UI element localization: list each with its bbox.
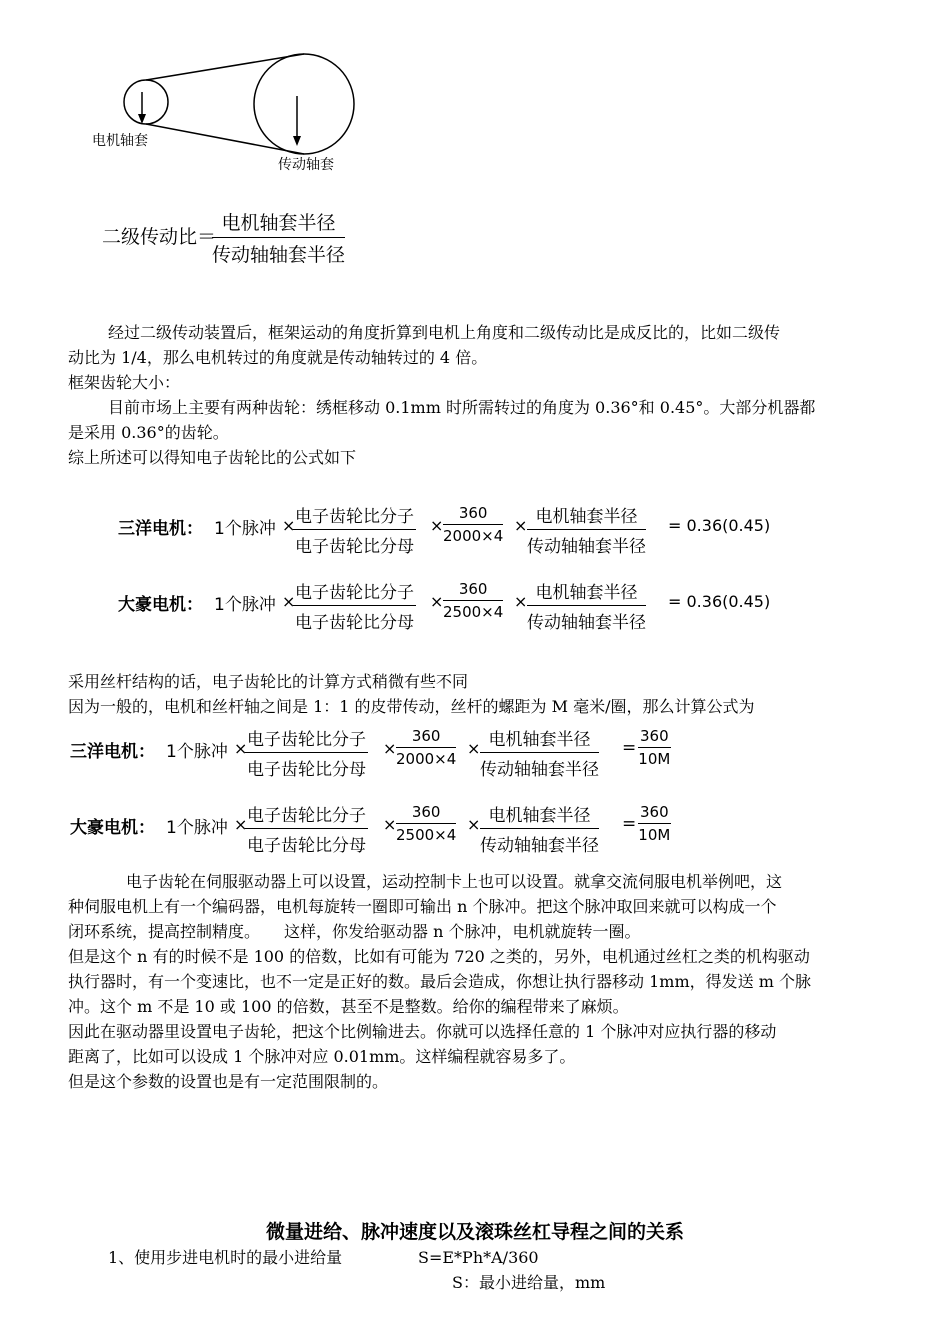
fraction-360 (396, 727, 456, 768)
times-sign: × (234, 815, 248, 834)
times-sign: × (467, 739, 481, 758)
fraction-360 (443, 580, 503, 621)
explanation-line-1: 电子齿轮在伺服驱动器上可以设置，运动控制卡上也可以设置。就拿交流伺服电机举例吧，这 (126, 872, 783, 891)
fraction-denominator: 2000×4 (443, 527, 504, 545)
result-fraction (638, 727, 671, 768)
result-numerator: 360 (638, 803, 671, 824)
explanation-line-9: 但是这个参数的设置也是有一定范围限制的。 (68, 1072, 389, 1091)
gear-ratio-numerator: 电子齿轮比分子 (245, 801, 368, 829)
gear-ratio-fraction (293, 578, 416, 633)
equals-sign: = (622, 814, 637, 834)
explanation-line-5: 执行器时，有一个变速比，也不一定是正好的数。最后会造成，你想让执行器移动 1mm，得发送 m 个脉 (68, 972, 811, 991)
result-numerator: 360 (638, 727, 671, 748)
sleeve-numerator: 电机轴套半径 (527, 578, 646, 606)
times-sign: × (383, 739, 397, 758)
explanation-line-6: 冲。这个 m 不是 10 或 100 的倍数，甚至不是整数。给你的编程带来了麻烦。 (68, 997, 629, 1016)
drive-sleeve-label: 传动轴套 (278, 157, 334, 173)
gear-ratio-fraction (293, 502, 416, 557)
paragraph-1-line-1: 经过二级传动装置后，框架运动的角度折算到电机上角度和二级传动比是成反比的，比如二级传 (108, 323, 781, 342)
result-value: = 0.36(0.45) (668, 592, 771, 611)
brand-label: 三洋电机： (118, 519, 203, 539)
sleeve-denominator: 传动轴轴套半径 (527, 613, 646, 633)
fraction-numerator: 360 (443, 504, 503, 525)
fraction-numerator: 360 (396, 727, 456, 748)
result-value: = 0.36(0.45) (668, 516, 771, 535)
screw-text-line-1: 采用丝杆结构的话，电子齿轮比的计算方式稍微有些不同 (68, 672, 469, 691)
gear-ratio-numerator: 电子齿轮比分子 (293, 578, 416, 606)
gear-ratio-fraction (245, 725, 368, 780)
explanation-line-2: 种伺服电机上有一个编码器，电机每旋转一圈即可输出 n 个脉冲。把这个脉冲取回来就可以构成一个 (68, 897, 777, 916)
gear-ratio-denominator: 电子齿轮比分母 (295, 613, 414, 633)
fraction-numerator: 360 (396, 803, 456, 824)
result-denominator: 10M (638, 750, 671, 768)
fraction-360 (443, 504, 503, 545)
times-sign: × (282, 516, 296, 535)
times-sign: × (383, 815, 397, 834)
sleeve-radius-fraction (527, 502, 646, 557)
section-item-1-definition: S：最小进给量，mm (452, 1273, 606, 1292)
equals-sign: = (622, 738, 637, 758)
paragraph-3-line-1: 目前市场上主要有两种齿轮：绣框移动 0.1mm 时所需转过的角度为 0.36°和 0.45°。大部分机器都 (108, 398, 816, 417)
motor-sleeve-label: 电机轴套 (92, 133, 148, 149)
sleeve-radius-fraction (527, 578, 646, 633)
pulse-label: 1个脉冲 (214, 519, 276, 539)
paragraph-4: 综上所述可以得知电子齿轮比的公式如下 (68, 448, 357, 467)
screw-text-line-2: 因为一般的，电机和丝杆轴之间是 1：1 的皮带传动，丝杆的螺距为 M 毫米/圈，那么计算公式为 (68, 697, 755, 716)
pulse-label: 1个脉冲 (214, 595, 276, 615)
times-sign: × (282, 592, 296, 611)
brand-label: 大豪电机： (70, 818, 155, 838)
result-fraction (638, 803, 671, 844)
brand-label: 三洋电机： (70, 742, 155, 762)
gear-ratio-fraction (245, 801, 368, 856)
explanation-line-7: 因此在驱动器里设置电子齿轮，把这个比例输进去。你就可以选择任意的 1 个脉冲对应执行器的移动 (68, 1022, 777, 1041)
explanation-line-3: 闭环系统，提高控制精度。 这样，你发给驱动器 n 个脉冲，电机就旋转一圈。 (68, 922, 641, 941)
section-item-1-label: 1、使用步进电机时的最小进给量 (108, 1248, 343, 1267)
ratio-numerator: 电机轴套半径 (212, 208, 345, 238)
paragraph-2: 框架齿轮大小： (68, 373, 181, 392)
sleeve-numerator: 电机轴套半径 (480, 801, 599, 829)
explanation-line-8: 距离了，比如可以设成 1 个脉冲对应 0.01mm。这样编程就容易多了。 (68, 1047, 576, 1066)
pulse-label: 1个脉冲 (166, 818, 228, 838)
times-sign: × (514, 516, 528, 535)
sleeve-denominator: 传动轴轴套半径 (480, 760, 599, 780)
times-sign: × (430, 516, 444, 535)
paragraph-1-line-2: 动比为 1/4，那么电机转过的角度就是传动轴转过的 4 倍。 (68, 348, 488, 367)
gear-ratio-denominator: 电子齿轮比分母 (295, 537, 414, 557)
gear-ratio-numerator: 电子齿轮比分子 (245, 725, 368, 753)
pulse-label: 1个脉冲 (166, 742, 228, 762)
times-sign: × (467, 815, 481, 834)
gear-ratio-denominator: 电子齿轮比分母 (247, 760, 366, 780)
fraction-denominator: 2500×4 (443, 603, 504, 621)
explanation-line-4: 但是这个 n 有的时候不是 100 的倍数，比如有可能为 720 之类的，另外，电机通过丝杠之类的机构驱动 (68, 947, 810, 966)
fraction-360 (396, 803, 456, 844)
brand-label: 大豪电机： (118, 595, 203, 615)
times-sign: × (234, 739, 248, 758)
sleeve-denominator: 传动轴轴套半径 (480, 836, 599, 856)
sleeve-denominator: 传动轴轴套半径 (527, 537, 646, 557)
sleeve-radius-fraction (480, 725, 599, 780)
paragraph-3-line-2: 是采用 0.36°的齿轮。 (68, 423, 229, 442)
result-denominator: 10M (638, 826, 671, 844)
ratio-formula-lhs: 二级传动比＝ (102, 226, 217, 248)
section-item-1-formula: S=E*Ph*A/360 (418, 1248, 539, 1267)
gear-ratio-denominator: 电子齿轮比分母 (247, 836, 366, 856)
ratio-formula-fraction (212, 208, 345, 267)
fraction-denominator: 2000×4 (396, 750, 457, 768)
sleeve-numerator: 电机轴套半径 (480, 725, 599, 753)
fraction-denominator: 2500×4 (396, 826, 457, 844)
gear-ratio-numerator: 电子齿轮比分子 (293, 502, 416, 530)
times-sign: × (430, 592, 444, 611)
section-title: 微量进给、脉冲速度以及滚珠丝杠导程之间的关系 (265, 1221, 684, 1243)
ratio-denominator: 传动轴轴套半径 (212, 244, 346, 266)
times-sign: × (514, 592, 528, 611)
fraction-numerator: 360 (443, 580, 503, 601)
sleeve-radius-fraction (480, 801, 599, 856)
sleeve-numerator: 电机轴套半径 (527, 502, 646, 530)
